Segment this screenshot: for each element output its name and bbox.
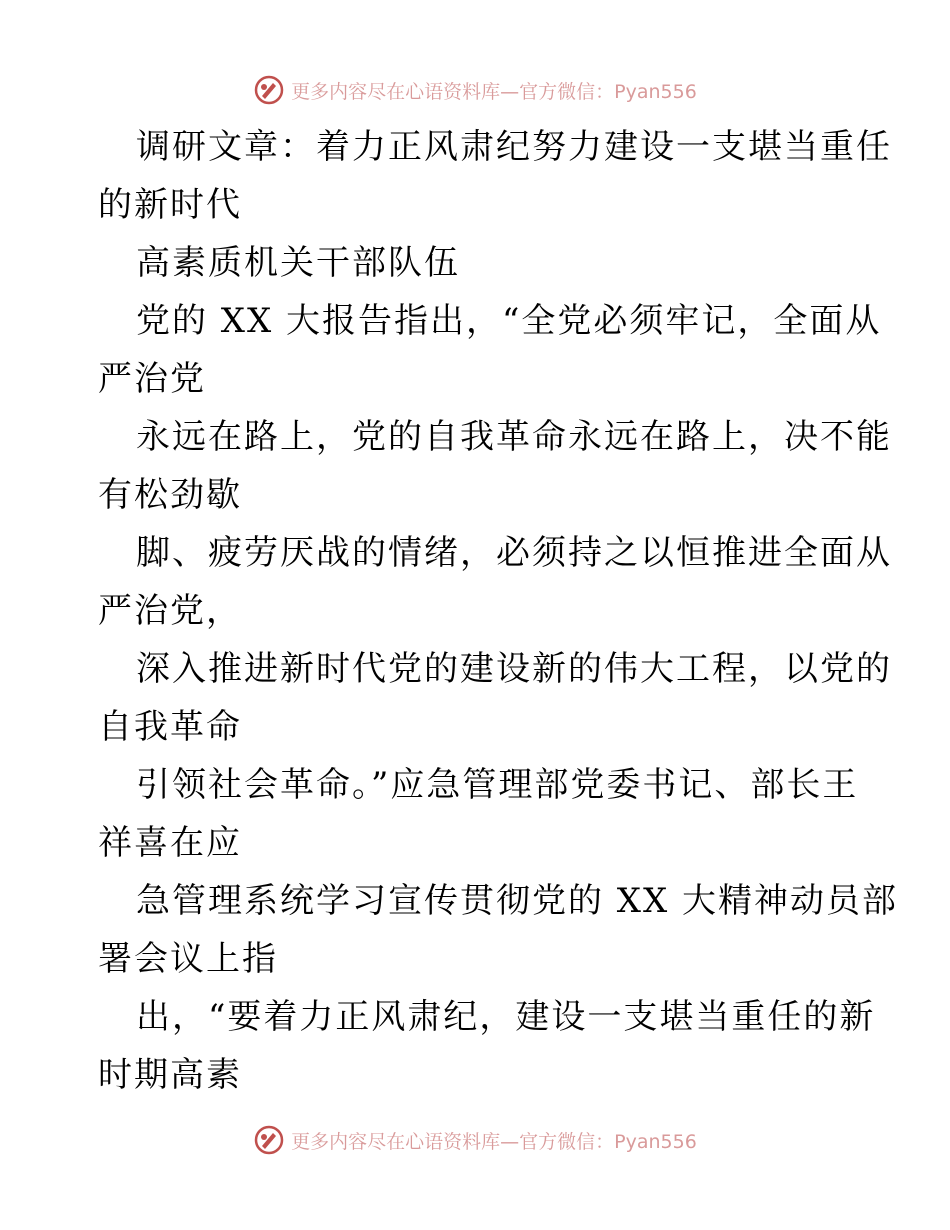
text-line: 脚、疲劳厌战的情绪，必须持之以恒推进全面从 bbox=[136, 533, 892, 573]
text-line: 署会议上指 bbox=[98, 939, 278, 979]
footer-banner bbox=[0, 1120, 950, 1160]
text-line: 永远在路上，党的自我革命永远在路上，决不能 bbox=[136, 417, 892, 457]
text-line: 出，“要着力正风肃纪，建设一支堪当重任的新 bbox=[136, 997, 876, 1037]
header-banner bbox=[0, 70, 950, 110]
text-line: 深入推进新时代党的建设新的伟大工程，以党的 bbox=[136, 649, 892, 689]
text-line: 急管理系统学习宣传贯彻党的 XX 大精神动员部 bbox=[136, 881, 899, 921]
text-line: 党的 XX 大报告指出，“全党必须牢记，全面从 bbox=[136, 301, 882, 341]
document-body bbox=[98, 118, 899, 1104]
logo-icon bbox=[253, 1124, 285, 1156]
text-line: 引领社会革命。”应急管理部党委书记、部长王 bbox=[136, 765, 859, 805]
text-line: 调研文章：着力正风肃纪努力建设一支堪当重任 bbox=[136, 127, 892, 167]
text-line: 时期高素 bbox=[98, 1055, 242, 1095]
text-line: 有松劲歇 bbox=[98, 475, 242, 515]
text-line: 自我革命 bbox=[98, 707, 242, 747]
header-banner-text: 更多内容尽在心语资料库—官方微信：Pyan556 bbox=[291, 80, 697, 103]
text-line: 严治党 bbox=[98, 359, 206, 399]
footer-banner-text: 更多内容尽在心语资料库—官方微信：Pyan556 bbox=[291, 1130, 697, 1153]
text-line: 祥喜在应 bbox=[98, 823, 242, 863]
logo-icon bbox=[253, 74, 285, 106]
text-line: 的新时代 bbox=[98, 185, 242, 225]
text-line: 高素质机关干部队伍 bbox=[136, 243, 460, 283]
text-line: 严治党， bbox=[98, 591, 242, 631]
